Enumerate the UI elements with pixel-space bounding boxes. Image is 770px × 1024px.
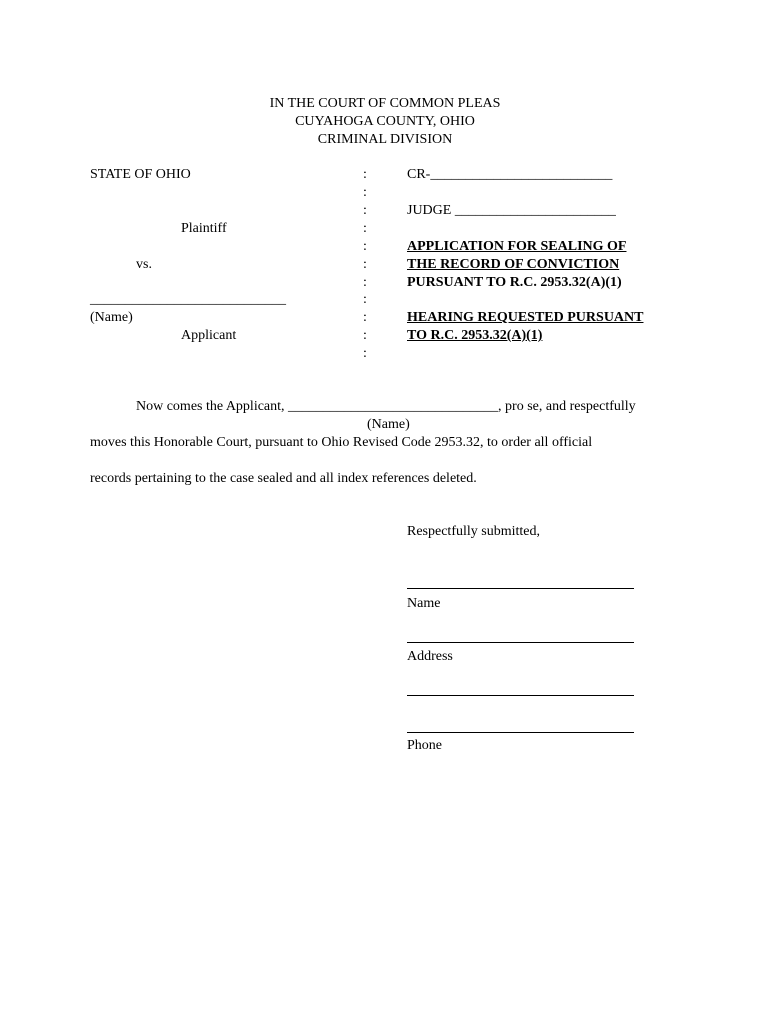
court-header-line-3: CRIMINAL DIVISION	[317, 132, 453, 147]
caption-state: STATE OF OHIO	[90, 167, 191, 182]
caption-colon: :	[363, 167, 367, 182]
signature-address-label: Address	[407, 649, 453, 664]
application-title-line-2: THE RECORD OF CONVICTION	[407, 257, 620, 272]
court-header	[0, 95, 770, 149]
caption-name-blank: ____________________________	[90, 292, 286, 307]
body-line-1	[136, 398, 636, 416]
caption-applicant: Applicant	[181, 328, 237, 343]
body-line-1-suffix: , pro se, and respectfully	[498, 399, 636, 414]
caption-colon: :	[363, 310, 367, 325]
caption-colon: :	[363, 221, 367, 236]
court-header-line-2: CUYAHOGA COUNTY, OHIO	[295, 114, 475, 129]
caption-vs: vs.	[136, 257, 152, 272]
applicant-name-blank: ______________________________	[288, 399, 499, 414]
case-number: CR-__________________________	[407, 167, 613, 182]
caption-colon: :	[363, 275, 367, 290]
caption-colon: :	[363, 346, 367, 361]
closing-text: Respectfully submitted,	[407, 524, 540, 539]
signature-line-address-2	[407, 695, 634, 696]
caption-colon: :	[363, 203, 367, 218]
signature-line-address	[407, 642, 634, 643]
caption-colon: :	[363, 328, 367, 343]
caption-colon: :	[363, 292, 367, 307]
caption-plaintiff: Plaintiff	[181, 221, 227, 236]
court-header-line-1: IN THE COURT OF COMMON PLEAS	[269, 96, 501, 111]
judge-line: JUDGE _______________________	[407, 203, 616, 218]
signature-name-label: Name	[407, 596, 441, 611]
caption-name-label: (Name)	[90, 310, 133, 325]
caption-colon: :	[363, 185, 367, 200]
caption-colon: :	[363, 257, 367, 272]
body-line-3: records pertaining to the case sealed and all index references deleted.	[90, 471, 477, 486]
application-title-line-3: PURSUANT TO R.C. 2953.32(A)(1)	[407, 275, 622, 290]
body-line-1-prefix: Now comes the Applicant,	[136, 399, 289, 414]
application-title-line-1: APPLICATION FOR SEALING OF	[407, 239, 627, 254]
caption-colon: :	[363, 239, 367, 254]
signature-line-phone	[407, 732, 634, 733]
signature-line-name	[407, 588, 634, 589]
hearing-title-line-1: HEARING REQUESTED PURSUANT	[407, 310, 644, 325]
signature-phone-label: Phone	[407, 738, 442, 753]
body-name-caption: (Name)	[367, 417, 410, 432]
hearing-title-line-2: TO R.C. 2953.32(A)(1)	[407, 328, 543, 343]
body-line-2: moves this Honorable Court, pursuant to Ohio Revised Code 2953.32, to order all official	[90, 435, 593, 450]
